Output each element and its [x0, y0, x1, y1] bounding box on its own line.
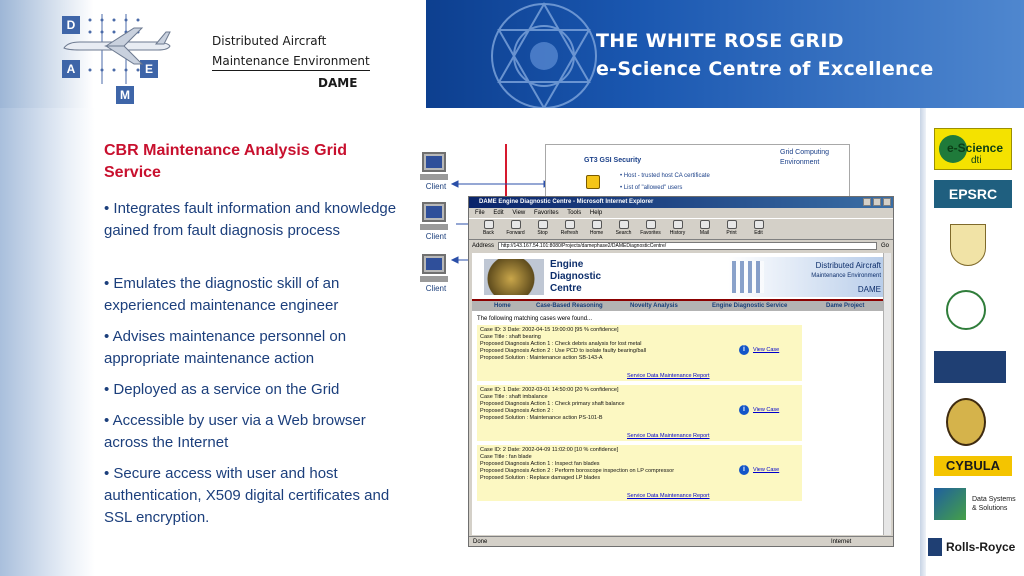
gt3-title: GT3 GSI Security [584, 157, 642, 164]
dame-title-line1: Distributed Aircraft [212, 34, 327, 48]
white-rose-header [426, 0, 1024, 108]
gt3-security-panel [545, 144, 850, 202]
minimize-button[interactable] [863, 198, 871, 206]
favorites-icon [646, 220, 656, 229]
view-case-link[interactable]: View Case [753, 467, 780, 473]
dame-letter-d: D [62, 16, 80, 34]
nav-dame-project[interactable]: Dame Project [826, 303, 865, 309]
view-case-link[interactable]: View Case [753, 347, 780, 353]
rolls-royce-logo: Rolls-Royce [928, 536, 1022, 560]
dame-banner [728, 257, 885, 297]
nav-home[interactable]: Home [494, 303, 511, 309]
white-rose-title: THE WHITE ROSE GRID [596, 30, 844, 52]
menu-bar [469, 208, 893, 218]
nav-novelty-analysis[interactable]: Novelty Analysis [630, 303, 678, 309]
client-label: Client [425, 232, 447, 241]
address-input[interactable]: http://143.167.54.101:8080/Projects/damephase2/DAMEDiagnosticCentre/ [498, 242, 877, 250]
slide-title: CBR Maintenance Analysis Grid Service [104, 142, 348, 181]
print-button[interactable]: Print [718, 219, 745, 239]
menu-view[interactable]: View [512, 210, 526, 216]
stop-icon [538, 220, 548, 229]
menu-help[interactable]: Help [589, 210, 603, 216]
cybula-logo: CYBULA [934, 456, 1012, 476]
window-title: DAME Engine Diagnostic Centre - Microsoft Internet Explorer [479, 199, 654, 205]
close-button[interactable] [883, 198, 891, 206]
dame-banner-logo [732, 261, 764, 293]
favorites-button[interactable]: Favorites [637, 219, 664, 239]
bullet-4: • Deployed as a service on the Grid [104, 381, 340, 398]
grid-env-line1: Grid Computing [780, 149, 830, 156]
banner-line1: Distributed Aircraft [815, 261, 881, 270]
menu-edit[interactable]: Edit [493, 210, 504, 216]
data-systems-logo: Data Systems & Solutions [934, 488, 1018, 520]
lock-icon [586, 175, 600, 189]
status-text: Done [473, 539, 488, 545]
bullet-6: • Secure access with user and host authentication, X509 digital certificates and SSL encryption. [104, 465, 390, 526]
address-bar [469, 240, 893, 251]
centre-line2: Diagnostic [550, 271, 602, 282]
white-rose-emblem [464, 0, 624, 108]
back-button[interactable]: Back [475, 219, 502, 239]
university-crest-1 [950, 224, 986, 266]
computer-icon [422, 152, 446, 172]
site-nav [472, 301, 885, 311]
computer-icon [422, 202, 446, 222]
bullet-3: • Advises maintenance personnel on appropriate maintenance action [104, 328, 347, 367]
dame-title-line2: Maintenance Environment [212, 54, 370, 71]
home-button[interactable]: Home [583, 219, 610, 239]
search-icon [619, 220, 629, 229]
epsrc-logo: EPSRC [934, 180, 1012, 208]
refresh-button[interactable]: Refresh [556, 219, 583, 239]
history-icon [673, 220, 683, 229]
banner-line3: DAME [857, 285, 881, 294]
case-links[interactable]: Service Data Maintenance Report [627, 373, 710, 379]
centre-line1: Engine [550, 259, 584, 270]
dame-header [0, 0, 426, 108]
menu-file[interactable]: File [475, 210, 485, 216]
case-links[interactable]: Service Data Maintenance Report [627, 493, 710, 499]
print-icon [727, 220, 737, 229]
dame-title-line3: DAME [318, 76, 358, 90]
bullet-1: • Integrates fault information and knowledge gained from fault diagnosis process [104, 200, 397, 239]
back-icon [484, 220, 494, 229]
university-crest-2 [946, 290, 986, 330]
toolbar [469, 218, 893, 240]
results-intro: The following matching cases were found... [477, 316, 593, 322]
go-button[interactable]: Go [880, 242, 889, 249]
browser-titlebar [469, 197, 893, 208]
forward-icon [511, 220, 521, 229]
view-case-link[interactable]: View Case [753, 407, 780, 413]
client-label: Client [425, 182, 447, 191]
info-icon: i [739, 465, 749, 475]
edit-button[interactable]: Edit [745, 219, 772, 239]
computer-icon [422, 254, 446, 274]
banner-line2: Maintenance Environment [811, 273, 881, 279]
airplane-icon [60, 26, 172, 66]
browser-window [468, 196, 894, 547]
page-content [472, 253, 885, 535]
right-divider [920, 108, 926, 576]
dame-letter-a: A [62, 60, 80, 78]
case-result: Case ID: 2 Date: 2002-04-09 11:02:00 [10 % confidence] Case Title : fan blade Proposed Diagnosis Action 1 : Inspect fan blades Proposed Diagnosis Action 2 : Perform boroscope inspection on LP compressor Proposed Solution : Replace damaged LP blades i View Case Service Data Maintenance Report [477, 445, 802, 501]
bullet-5: • Accessible by user via a Web browser across the Internet [104, 412, 366, 451]
page-banner [472, 253, 885, 301]
case-result: Case ID: 1 Date: 2002-03-01 14:50:00 [20 % confidence] Case Title : shaft imbalance Proposed Diagnosis Action 1 : Check primary shaft balance Proposed Diagnosis Action 2 : Proposed Solution : Maintenance action PS-101-B i View Case Service Data Maintenance Report [477, 385, 802, 441]
home-icon [592, 220, 602, 229]
menu-favorites[interactable]: Favorites [533, 210, 559, 216]
centre-line3: Centre [550, 283, 582, 294]
info-icon: i [739, 345, 749, 355]
refresh-icon [565, 220, 575, 229]
university-crest-4 [946, 398, 986, 446]
left-decorative-strip [0, 108, 95, 576]
history-button[interactable]: History [664, 219, 691, 239]
dame-letter-e: E [140, 60, 158, 78]
client-label: Client [425, 284, 447, 293]
mail-button[interactable]: Mail [691, 219, 718, 239]
mail-icon [700, 220, 710, 229]
university-logo-3 [934, 351, 1006, 383]
stop-button[interactable]: Stop [529, 219, 556, 239]
gt3-item-2: • List of "allowed" users [620, 185, 683, 191]
white-rose-subtitle: e-Science Centre of Excellence [596, 58, 934, 80]
status-bar [469, 536, 894, 546]
nav-engine-diagnostic-service[interactable]: Engine Diagnostic Service [712, 303, 788, 309]
maximize-button[interactable] [873, 198, 881, 206]
bullet-2: • Emulates the diagnostic skill of an experienced maintenance engineer [104, 275, 340, 314]
zone-text: Internet [831, 539, 852, 545]
gt3-item-1: • Host - trusted host CA certificate [620, 173, 710, 179]
info-icon: i [739, 405, 749, 415]
vertical-scrollbar[interactable] [883, 253, 891, 535]
case-links[interactable]: Service Data Maintenance Report [627, 433, 710, 439]
menu-tools[interactable]: Tools [567, 210, 582, 216]
case-result: Case ID: 3 Date: 2002-04-15 19:00:00 [95 % confidence] Case Title : shaft bearing Proposed Diagnosis Action 1 : Check debris analysis for lost metal Proposed Diagnosis Action 2 : Use PCD to isolate faulty bearing/ball Proposed Solution : Maintenance action SB-143-A i View Case Service Data Maintenance Report [477, 325, 802, 381]
nav-case-based-reasoning[interactable]: Case-Based Reasoning [536, 303, 603, 309]
engine-image [484, 259, 544, 295]
address-label: Address [472, 242, 495, 249]
search-button[interactable]: Search [610, 219, 637, 239]
forward-button[interactable]: Forward [502, 219, 529, 239]
edit-icon [754, 220, 764, 229]
dame-letter-m: M [116, 86, 134, 104]
grid-env-line2: Environment [780, 159, 820, 166]
escience-logo: e-Science dti [934, 128, 1012, 170]
